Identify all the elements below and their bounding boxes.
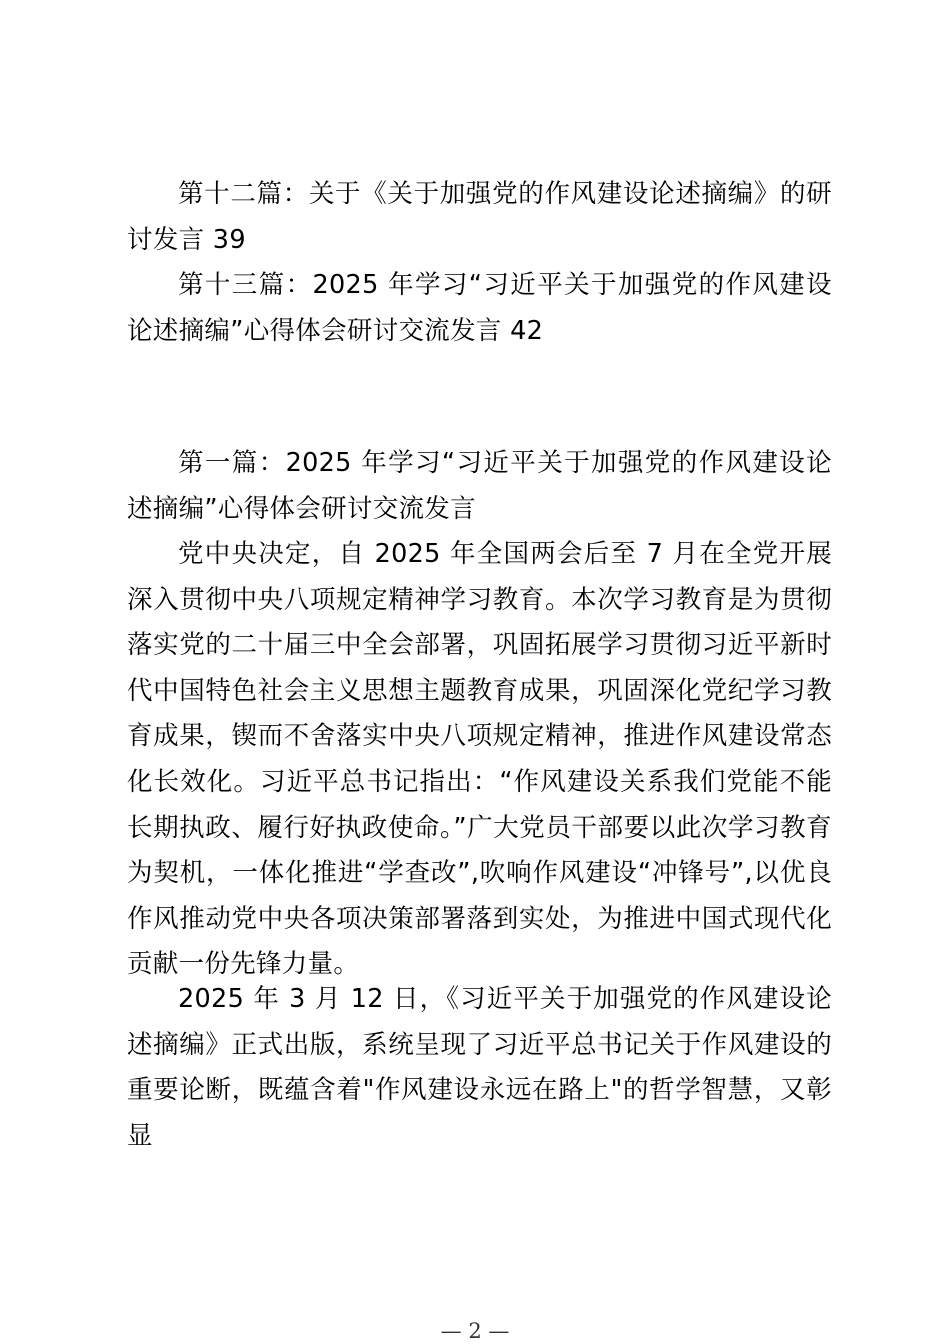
- body-paragraph: 党中央决定，自 2025 年全国两会后至 7 月在全党开展深入贯彻中央八项规定精神学习教育。本次学习教育是为贯彻落实党的二十届三中全会部署，巩固拓展学习贯彻习近平新时代中国特色社会主义思想主题教育成果，巩固深化党纪学习教育成果，锲而不舍落实中央八项规定精神，推进作风建设常态化长效化。习近平总书记指出：“作风建设关系我们党能不能长期执政、履行好执政使命。”广大党员干部要以此次学习教育为契机，一体化推进“学查改”,吹响作风建设“冲锋号”,以优良作风推动党中央各项决策部署落到实处，为推进中国式现代化贡献一份先锋力量。: [127, 539, 832, 980]
- section-title: 第一篇：2025 年学习“习近平关于加强党的作风建设论述摘编”心得体会研讨交流发言: [127, 448, 832, 524]
- toc-entry-12: 第十二篇：关于《关于加强党的作风建设论述摘编》的研讨发言 39: [127, 179, 832, 255]
- body-paragraph: 2025 年 3 月 12 日，《习近平关于加强党的作风建设论述摘编》正式出版，系统呈现了习近平总书记关于作风建设的重要论断，既蕴含着"作风建设永远在路上"的哲学智慧，又彰显: [127, 984, 832, 1151]
- toc-entry-13: 第十三篇：2025 年学习“习近平关于加强党的作风建设论述摘编”心得体会研讨交流发言 42: [127, 270, 832, 346]
- page-number: — 2 —: [440, 1319, 510, 1343]
